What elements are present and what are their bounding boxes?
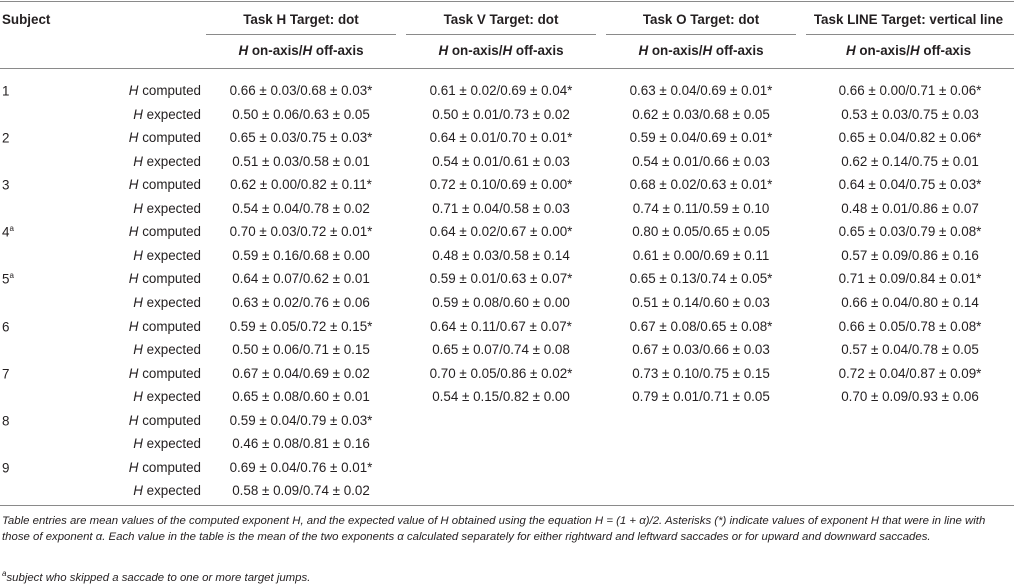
value-cell: 0.63 ± 0.04/0.69 ± 0.01* — [629, 83, 773, 98]
value-cell: 0.69 ± 0.04/0.76 ± 0.01* — [229, 459, 373, 475]
value-cell: 0.66 ± 0.03/0.68 ± 0.03* — [229, 83, 373, 98]
h-type-cell: H computed — [128, 224, 201, 240]
task-v-rule — [406, 34, 596, 35]
value-cell: 0.59 ± 0.08/0.60 ± 0.00 — [432, 294, 570, 310]
subject-cell: 5$^a$ — [2, 271, 14, 287]
value-cell: 0.66 ± 0.04/0.80 ± 0.14 — [841, 294, 979, 310]
value-cell: 0.62 ± 0.00/0.82 ± 0.11* — [230, 177, 372, 193]
table-row — [0, 479, 1014, 503]
table-top-rule — [0, 1, 1014, 2]
task-v-subheader: H on-axis/H off-axis — [438, 43, 564, 58]
table-row — [0, 79, 1014, 103]
h-type-cell: H computed — [128, 271, 201, 287]
value-cell: 0.59 ± 0.01/0.63 ± 0.07* — [429, 271, 573, 287]
table-row — [0, 267, 1014, 291]
subject-cell: 4$^a$ — [2, 224, 14, 240]
subject-cell: 1 — [2, 83, 10, 99]
table-row — [0, 220, 1014, 244]
value-cell: 0.50 ± 0.01/0.73 ± 0.02 — [432, 106, 570, 122]
h-type-cell: H expected — [133, 342, 201, 358]
task-o-subheader: H on-axis/H off-axis — [638, 43, 764, 58]
value-cell: 0.48 ± 0.03/0.58 ± 0.14 — [432, 247, 570, 263]
value-cell: 0.65 ± 0.03/0.79 ± 0.08* — [838, 224, 982, 240]
value-cell: 0.53 ± 0.03/0.75 ± 0.03 — [841, 106, 979, 122]
value-cell: 0.54 ± 0.15/0.82 ± 0.00 — [432, 389, 570, 405]
value-cell: 0.61 ± 0.00/0.69 ± 0.11 — [632, 247, 770, 263]
value-cell: 0.72 ± 0.04/0.87 ± 0.09* — [838, 365, 982, 381]
subject-cell: 3 — [2, 177, 10, 193]
table-row — [0, 103, 1014, 127]
table-row — [0, 173, 1014, 197]
table-row — [0, 315, 1014, 339]
table-row — [0, 338, 1014, 362]
value-cell: 0.59 ± 0.05/0.72 ± 0.15* — [229, 318, 373, 334]
task-o-rule — [606, 34, 796, 35]
value-cell: 0.57 ± 0.09/0.86 ± 0.16 — [841, 247, 979, 263]
h-type-cell: H expected — [133, 294, 201, 310]
value-cell: 0.51 ± 0.03/0.58 ± 0.01 — [232, 153, 370, 169]
h-type-cell: H computed — [128, 177, 201, 193]
h-type-cell: H computed — [128, 412, 201, 428]
table-footnote-a: $^a$subject who skipped a saccade to one or more target jumps. — [2, 569, 311, 584]
table-row — [0, 126, 1014, 150]
h-type-cell: H computed — [128, 365, 201, 381]
value-cell: 0.59 ± 0.04/0.69 ± 0.01* — [629, 130, 773, 146]
h-type-cell: H expected — [133, 106, 201, 122]
value-cell: 0.71 ± 0.04/0.58 ± 0.03 — [432, 200, 570, 216]
value-cell: 0.50 ± 0.06/0.63 ± 0.05 — [232, 106, 370, 122]
h-type-cell: H computed — [128, 459, 201, 475]
task-h-rule — [206, 34, 396, 35]
value-cell: 0.70 ± 0.09/0.93 ± 0.06 — [841, 389, 979, 405]
table-bottom-rule — [0, 505, 1014, 506]
h-type-cell: H expected — [133, 153, 201, 169]
value-cell: 0.80 ± 0.05/0.65 ± 0.05 — [632, 224, 770, 240]
value-cell: 0.46 ± 0.08/0.81 ± 0.16 — [232, 436, 370, 452]
value-cell: 0.59 ± 0.16/0.68 ± 0.00 — [232, 247, 370, 263]
value-cell: 0.62 ± 0.14/0.75 ± 0.01 — [841, 153, 979, 169]
value-cell: 0.57 ± 0.04/0.78 ± 0.05 — [841, 342, 979, 358]
header-bottom-rule — [0, 68, 1014, 69]
h-type-cell: H computed — [128, 130, 201, 146]
h-type-cell: H computed — [128, 318, 201, 334]
value-cell: 0.67 ± 0.08/0.65 ± 0.08* — [629, 318, 773, 334]
subject-cell: 2 — [2, 130, 10, 146]
subject-header: Subject — [2, 12, 51, 27]
value-cell: 0.74 ± 0.11/0.59 ± 0.10 — [632, 200, 770, 216]
value-cell: 0.58 ± 0.09/0.74 ± 0.02 — [232, 483, 370, 499]
value-cell: 0.66 ± 0.00/0.71 ± 0.06* — [838, 83, 982, 98]
h-type-cell: H expected — [133, 389, 201, 405]
task-h-header: Task H Target: dot — [243, 12, 359, 27]
value-cell: 0.63 ± 0.02/0.76 ± 0.06 — [232, 294, 370, 310]
table-row — [0, 409, 1014, 433]
value-cell: 0.65 ± 0.07/0.74 ± 0.08 — [432, 342, 570, 358]
value-cell: 0.62 ± 0.03/0.68 ± 0.05 — [632, 106, 770, 122]
value-cell: 0.67 ± 0.03/0.66 ± 0.03 — [632, 342, 770, 358]
value-cell: 0.73 ± 0.10/0.75 ± 0.15 — [632, 365, 770, 381]
table-row — [0, 244, 1014, 268]
value-cell: 0.48 ± 0.01/0.86 ± 0.07 — [841, 200, 979, 216]
table-row — [0, 150, 1014, 174]
value-cell: 0.64 ± 0.07/0.62 ± 0.01 — [232, 271, 370, 287]
task-h-subheader: H on-axis/H off-axis — [238, 43, 364, 58]
subject-cell: 9 — [2, 460, 10, 476]
table-row — [0, 432, 1014, 456]
value-cell: 0.65 ± 0.04/0.82 ± 0.06* — [838, 130, 982, 146]
task-line-subheader: H on-axis/H off-axis — [845, 43, 972, 58]
value-cell: 0.64 ± 0.02/0.67 ± 0.00* — [429, 224, 573, 240]
table-row — [0, 362, 1014, 386]
table-row — [0, 385, 1014, 409]
value-cell: 0.64 ± 0.01/0.70 ± 0.01* — [429, 130, 573, 146]
task-o-header: Task O Target: dot — [642, 12, 760, 27]
value-cell: 0.68 ± 0.02/0.63 ± 0.01* — [629, 177, 773, 193]
subject-cell: 8 — [2, 413, 10, 429]
value-cell: 0.64 ± 0.04/0.75 ± 0.03* — [838, 177, 982, 193]
value-cell: 0.70 ± 0.03/0.72 ± 0.01* — [229, 224, 373, 240]
value-cell: 0.54 ± 0.04/0.78 ± 0.02 — [232, 200, 370, 216]
table-row — [0, 197, 1014, 221]
value-cell: 0.54 ± 0.01/0.61 ± 0.03 — [432, 153, 570, 169]
value-cell: 0.66 ± 0.05/0.78 ± 0.08* — [838, 318, 982, 334]
task-v-header: Task V Target: dot — [443, 12, 559, 27]
value-cell: 0.54 ± 0.01/0.66 ± 0.03 — [632, 153, 770, 169]
h-type-cell: H expected — [133, 200, 201, 216]
h-type-cell: H expected — [133, 483, 201, 499]
value-cell: 0.67 ± 0.04/0.69 ± 0.02 — [232, 365, 370, 381]
value-cell: 0.71 ± 0.09/0.84 ± 0.01* — [838, 271, 982, 287]
subject-cell: 6 — [2, 318, 10, 334]
value-cell: 0.50 ± 0.06/0.71 ± 0.15 — [232, 342, 370, 358]
h-type-cell: H computed — [128, 83, 201, 98]
table-footnote: Table entries are mean values of the computed exponent H, and the expected value of H obtained using the equation H = (1 + α)/2. Asterisks (*) indicate values of exponent H that were in line with those of exponent α. Each value in the table is the mean of the two exponents α calculated separately for either rightward and leftward saccades or for upward and downward saccades. — [2, 515, 986, 543]
value-cell: 0.61 ± 0.02/0.69 ± 0.04* — [429, 83, 573, 98]
value-cell: 0.79 ± 0.01/0.71 ± 0.05 — [632, 389, 770, 405]
value-cell: 0.59 ± 0.04/0.79 ± 0.03* — [229, 412, 373, 428]
value-cell: 0.72 ± 0.10/0.69 ± 0.00* — [429, 177, 573, 193]
value-cell: 0.64 ± 0.11/0.67 ± 0.07* — [430, 318, 572, 334]
value-cell: 0.65 ± 0.08/0.60 ± 0.01 — [232, 389, 370, 405]
value-cell: 0.51 ± 0.14/0.60 ± 0.03 — [632, 294, 770, 310]
value-cell: 0.65 ± 0.03/0.75 ± 0.03* — [229, 130, 373, 146]
task-line-rule — [806, 34, 1014, 35]
table-row — [0, 456, 1014, 480]
h-type-cell: H expected — [133, 436, 201, 452]
table-row — [0, 291, 1014, 315]
subject-cell: 7 — [2, 366, 10, 382]
task-line-header: Task LINE Target: vertical line — [813, 12, 1004, 27]
value-cell: 0.70 ± 0.05/0.86 ± 0.02* — [429, 365, 573, 381]
value-cell: 0.65 ± 0.13/0.74 ± 0.05* — [629, 271, 773, 287]
h-type-cell: H expected — [133, 247, 201, 263]
